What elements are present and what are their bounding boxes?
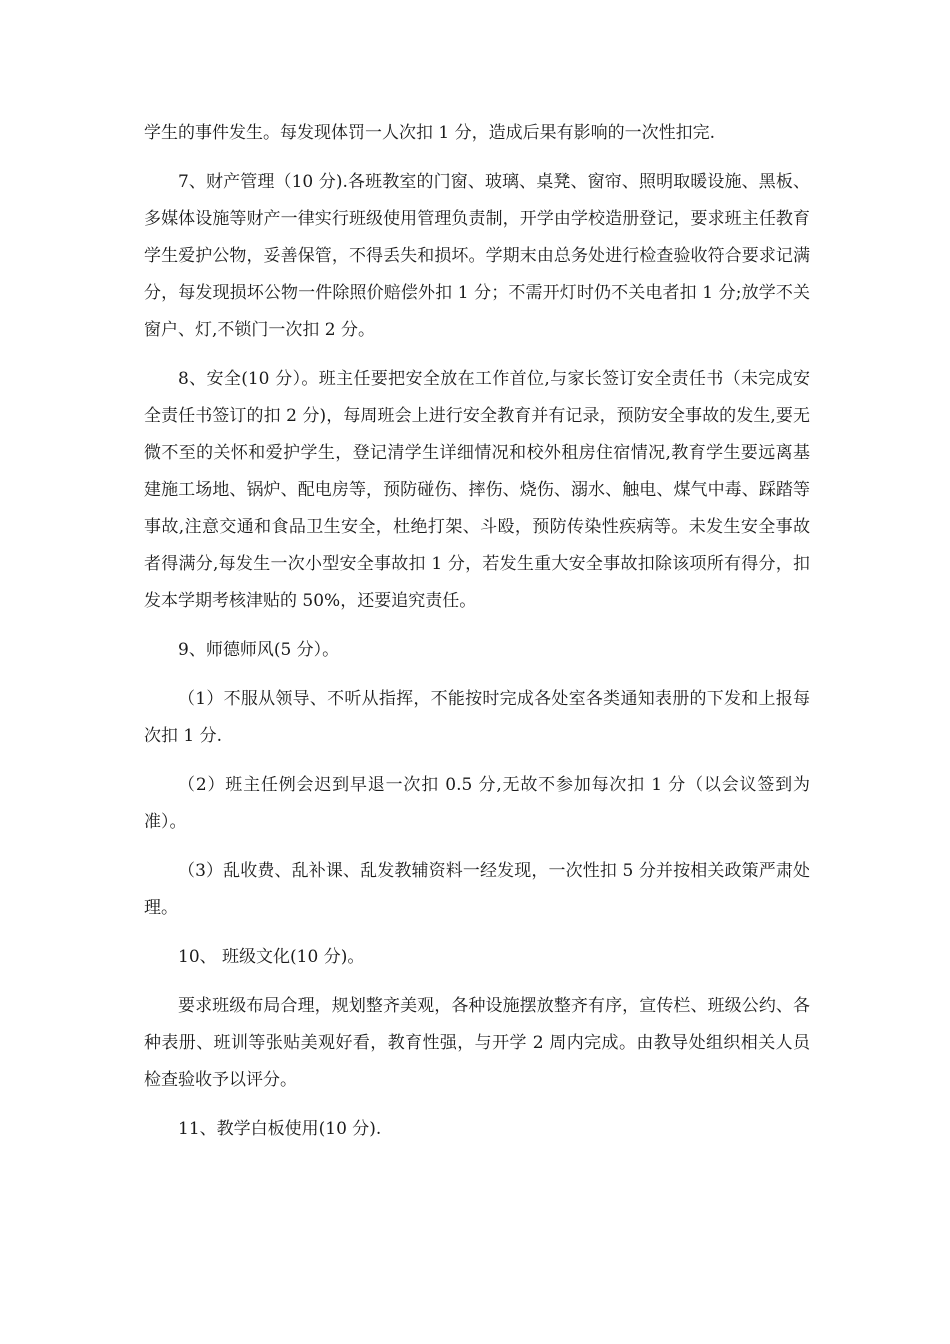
- paragraph-item-9-ethics: 9、师德师风(5 分）。: [178, 640, 340, 660]
- paragraph-item-10-culture: 10、 班级文化(10 分)。: [178, 947, 365, 967]
- document-body: [144, 115, 810, 1160]
- paragraph-item-10-detail: 要求班级布局合理，规划整齐美观，各种设施摆放整齐有序，宣传栏、班级公约、各种表册、班训等张贴美观好看，教育性强，与开学 2 周内完成。由教导处组织相关人员检查验收予以评分。: [144, 996, 810, 1090]
- paragraph-item-9-sub-3: （3）乱收费、乱补课、乱发教辅资料一经发现，一次性扣 5 分并按相关政策严肃处理。: [144, 861, 810, 918]
- paragraph-item-9-sub-2: （2）班主任例会迟到早退一次扣 0.5 分,无故不参加每次扣 1 分（以会议签到为准）。: [144, 775, 810, 832]
- paragraph-item-7-property: 7、财产管理（10 分).各班教室的门窗、玻璃、桌凳、窗帘、照明取暖设施、黑板、多媒体设施等财产一律实行班级使用管理负责制，开学由学校造册登记，要求班主任教育学生爱护公物，妥善保管，不得丢失和损坏。学期末由总务处进行检查验收符合要求记满分，每发现损坏公物一件除照价赔偿外扣 1 分；不需开灯时仍不关电者扣 1 分;放学不关窗户、灯,不锁门一次扣 2 分。: [144, 172, 810, 340]
- paragraph-item-8-safety: 8、安全(10 分）。班主任要把安全放在工作首位,与家长签订安全责任书（未完成安全责任书签订的扣 2 分)，每周班会上进行安全教育并有记录，预防安全事故的发生,要无微不至的关怀和爱护学生，登记清学生详细情况和校外租房住宿情况,教育学生要远离基建施工场地、锅炉、配电房等，预防碰伤、摔伤、烧伤、溺水、触电、煤气中毒、踩踏等事故,注意交通和食品卫生安全，杜绝打架、斗殴，预防传染性疾病等。未发生安全事故者得满分,每发生一次小型安全事故扣 1 分，若发生重大安全事故扣除该项所有得分，扣发本学期考核津贴的 50%，还要追究责任。: [144, 369, 810, 611]
- paragraph-item-11-whiteboard: 11、教学白板使用(10 分).: [178, 1119, 382, 1139]
- paragraph-item-9-sub-1: （1）不服从领导、不听从指挥，不能按时完成各处室各类通知表册的下发和上报每次扣 1 分.: [144, 689, 810, 746]
- paragraph-continuation: 学生的事件发生。每发现体罚一人次扣 1 分，造成后果有影响的一次性扣完.: [144, 123, 716, 143]
